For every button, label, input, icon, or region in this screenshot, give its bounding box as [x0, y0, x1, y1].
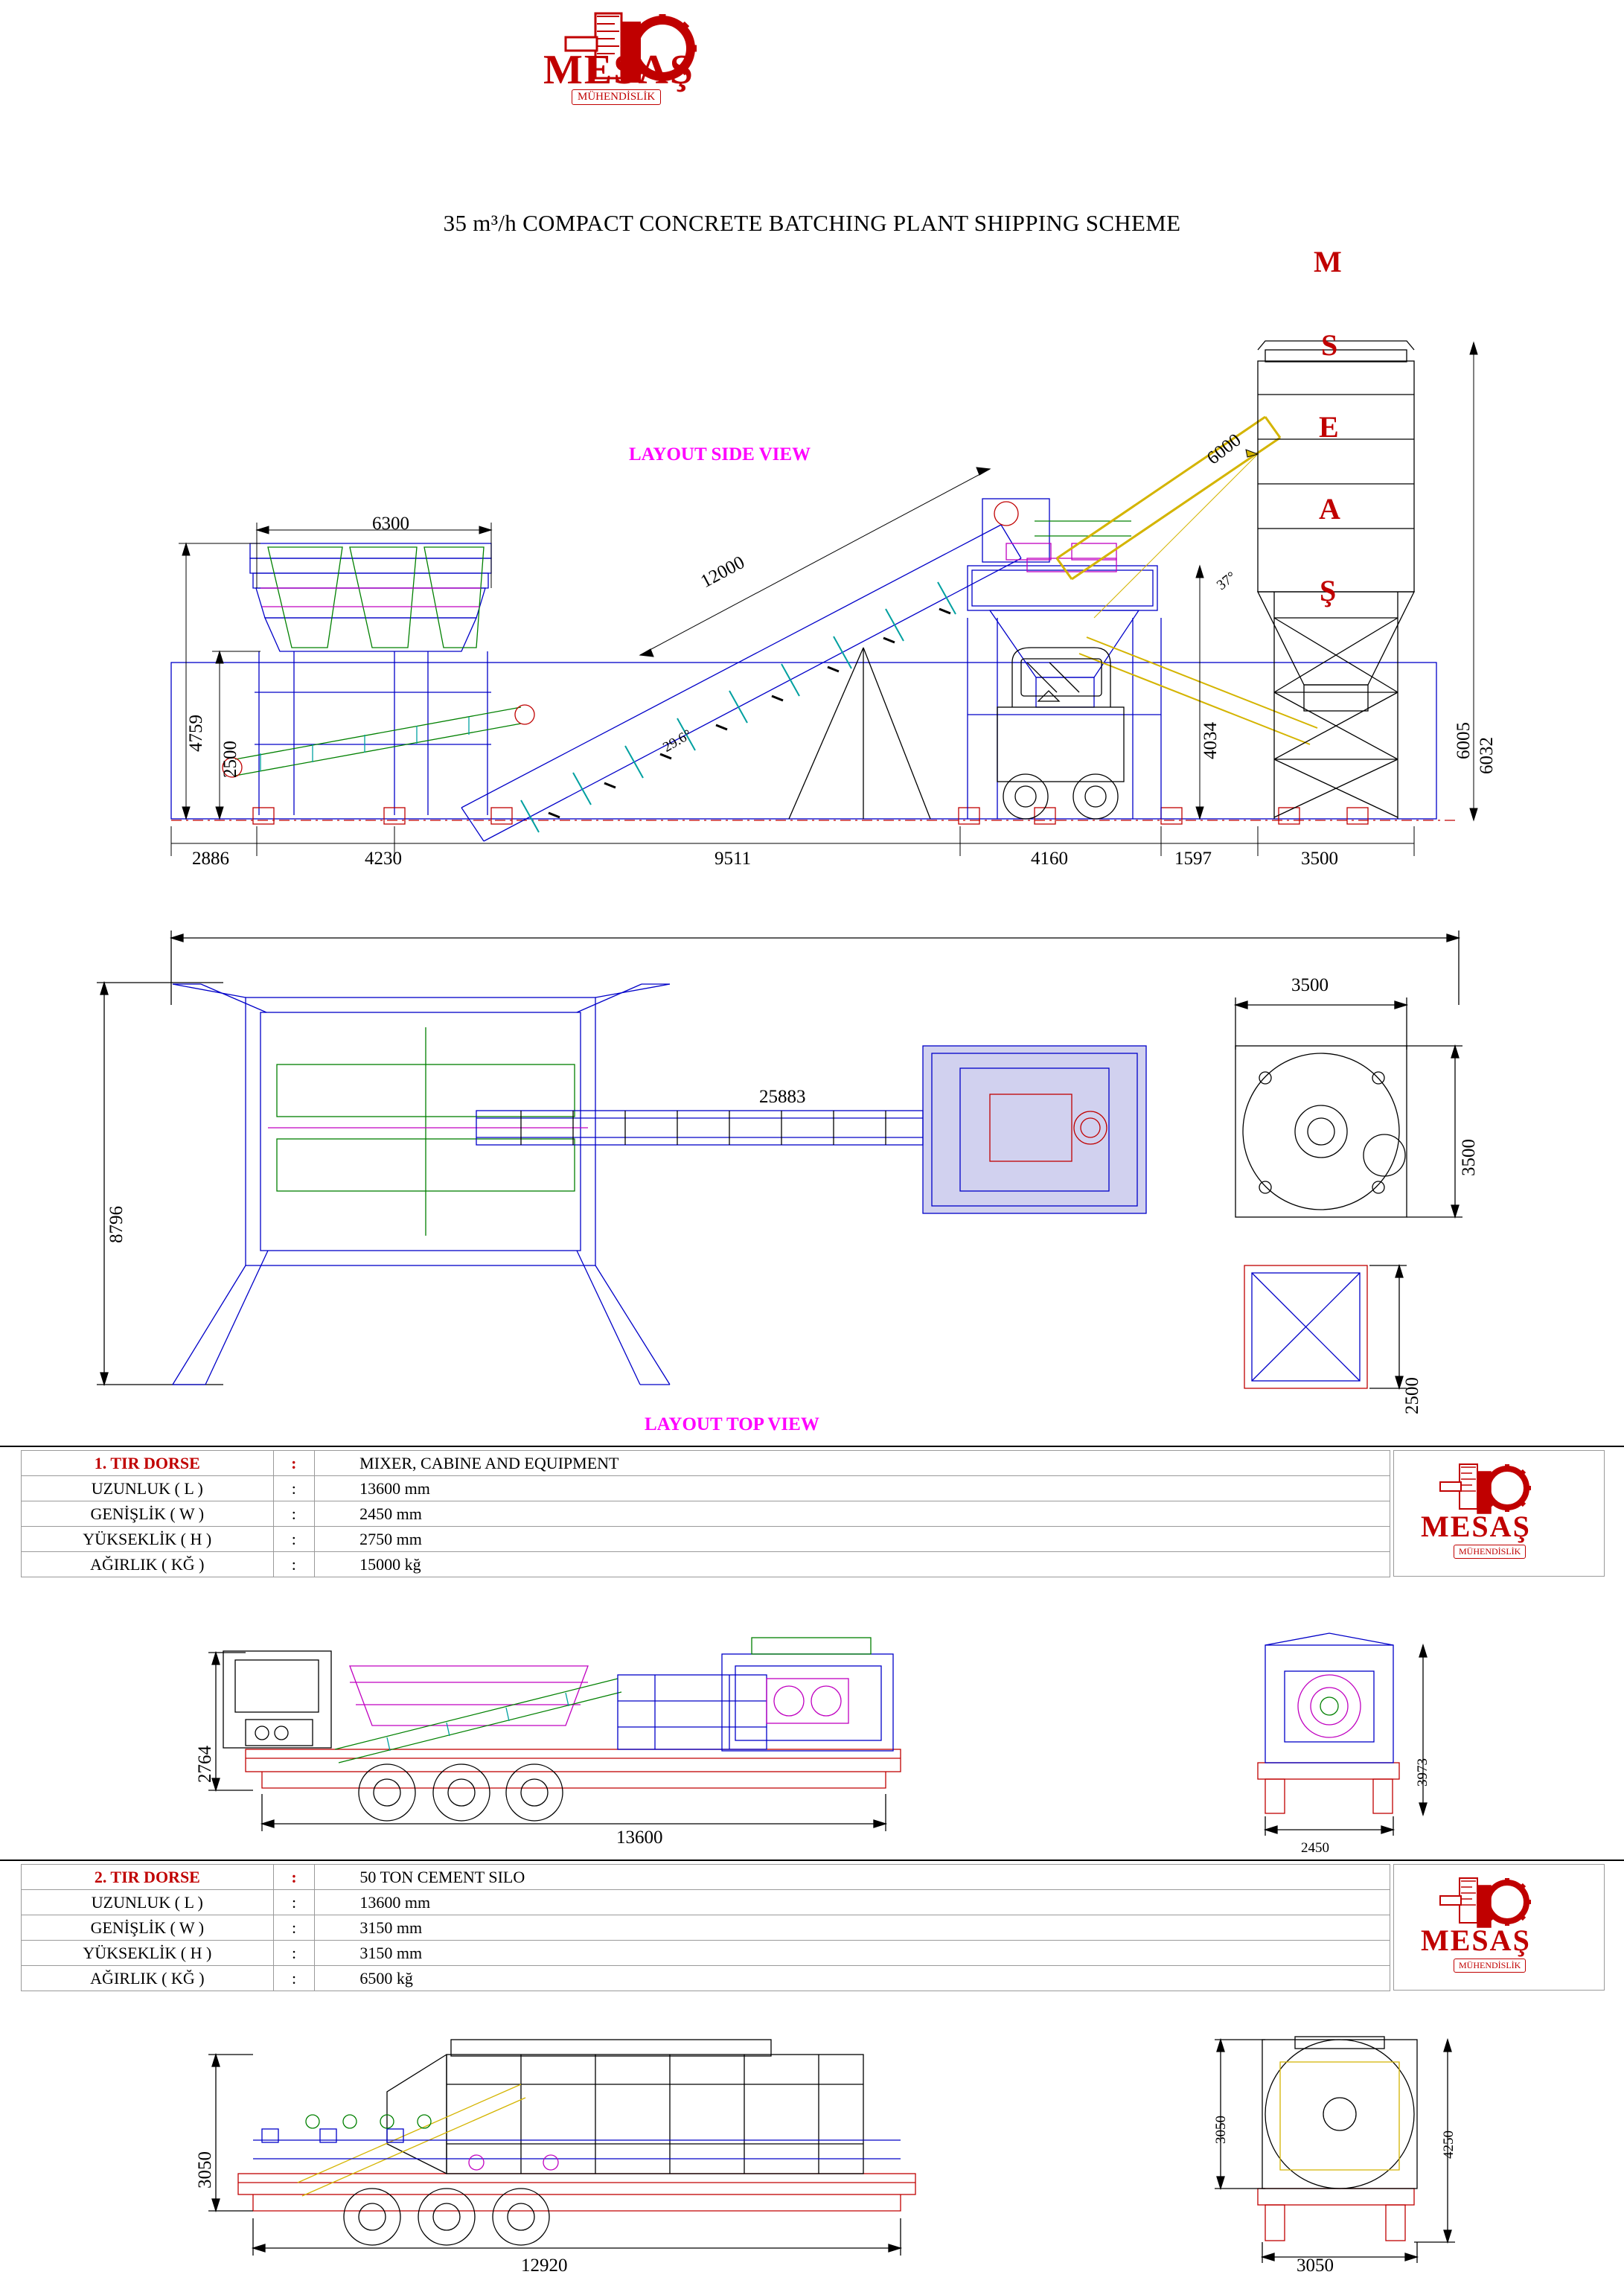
truck2-key-weight: AĞIRLIK ( KĞ )	[22, 1966, 274, 1991]
side-view-label: LAYOUT SIDE VIEW	[629, 444, 811, 465]
silo-letter-0: M	[1314, 245, 1342, 278]
dim-base-6: 3500	[1301, 849, 1338, 869]
logo-wordmark: MESAŞ	[543, 47, 694, 93]
dim-base-4: 4160	[1031, 849, 1068, 869]
dim-silo-width: 3500	[1291, 975, 1329, 995]
divider-1	[0, 1446, 1624, 1447]
logo-wordmark: MESAŞ	[1421, 1510, 1531, 1543]
truck2-title: 2. TIR DORSE	[22, 1865, 274, 1890]
sep: :	[273, 1501, 315, 1527]
truck2-val-height: 3150 mm	[315, 1941, 1390, 1966]
dim-base-3: 9511	[715, 849, 752, 869]
table-row	[22, 1527, 1390, 1552]
truck2-desc: 50 TON CEMENT SILO	[315, 1865, 1390, 1890]
truck1-key-width: GENİŞLİK ( W )	[22, 1501, 274, 1527]
dim-base-1: 2886	[192, 849, 229, 869]
sep: :	[273, 1890, 315, 1915]
dim-screw-length: 6000	[1203, 430, 1245, 469]
truck2-val-width: 3150 mm	[315, 1915, 1390, 1941]
truck2-dim-length: 12920	[521, 2256, 568, 2276]
truck2-dim-height: 3050	[195, 2151, 215, 2189]
table-row	[22, 1890, 1390, 1915]
truck1-dim-length: 13600	[616, 1827, 663, 1848]
truck2-val-weight: 6500 kğ	[315, 1966, 1390, 1991]
truck1-val-height: 2750 mm	[315, 1527, 1390, 1552]
truck1-val-width: 2450 mm	[315, 1501, 1390, 1527]
truck2-key-height: YÜKSEKLİK ( H )	[22, 1941, 274, 1966]
truck1-dim-height: 2764	[195, 1746, 215, 1783]
dim-silo-depth: 3500	[1459, 1139, 1479, 1176]
sep: :	[273, 1966, 315, 1991]
dim-silo-base: 2500	[1402, 1377, 1422, 1414]
truck2-key-width: GENİŞLİK ( W )	[22, 1915, 274, 1941]
table-row	[22, 1451, 1390, 1476]
page-title: 35 m³/h COMPACT CONCRETE BATCHING PLANT SHIPPING SCHEME	[443, 210, 1181, 236]
company-logo	[543, 7, 848, 103]
truck1-drawing	[0, 1600, 1624, 1846]
dim-base-5: 1597	[1174, 849, 1212, 869]
logo-subtext: MÜHENDİSLİK	[572, 89, 661, 105]
divider-2	[0, 1860, 1624, 1861]
table-row	[22, 1966, 1390, 1991]
sep: :	[273, 1865, 315, 1890]
dim-mixer-height: 4034	[1201, 722, 1221, 759]
sep: :	[273, 1527, 315, 1552]
dim-screw-angle: 37°	[1214, 569, 1239, 594]
dim-conveyor-angle: 29.6°	[660, 727, 695, 756]
truck2-spec-table	[21, 1864, 1390, 1991]
truck1-key-weight: AĞIRLIK ( KĞ )	[22, 1552, 274, 1577]
truck1-val-length: 13600 mm	[315, 1476, 1390, 1501]
silo-letter-1: S	[1321, 328, 1338, 362]
truck1-logo-cell	[1393, 1450, 1605, 1577]
dim-bin-width: 6300	[372, 514, 409, 534]
sep: :	[273, 1451, 315, 1476]
table-row	[22, 1915, 1390, 1941]
sep: :	[273, 1476, 315, 1501]
truck2-dim-rear-height: 3050	[1213, 2116, 1229, 2144]
dim-bin-lower-height: 2500	[220, 741, 240, 778]
logo-wordmark: MESAŞ	[1421, 1924, 1531, 1957]
silo-letter-3: A	[1319, 492, 1340, 526]
truck1-dim-rear-height: 3973	[1415, 1758, 1430, 1787]
sep: :	[273, 1552, 315, 1577]
dim-bin-height: 4759	[186, 715, 206, 752]
truck1-key-length: UZUNLUK ( L )	[22, 1476, 274, 1501]
table-row	[22, 1552, 1390, 1577]
table-row	[22, 1476, 1390, 1501]
sep: :	[273, 1941, 315, 1966]
truck1-desc: MIXER, CABINE AND EQUIPMENT	[315, 1451, 1390, 1476]
truck1-title: 1. TIR DORSE	[22, 1451, 274, 1476]
table-row	[22, 1501, 1390, 1527]
top-view-label: LAYOUT TOP VIEW	[645, 1414, 819, 1434]
dim-overall-width: 8796	[106, 1206, 127, 1243]
dim-silo-height: 6005	[1454, 722, 1474, 759]
dim-conveyor-length: 12000	[697, 552, 748, 593]
truck2-drawing	[0, 2010, 1624, 2278]
truck2-dim-rear-width: 3050	[1297, 2256, 1334, 2276]
truck2-dim-rear-total-height: 4250	[1441, 2130, 1457, 2159]
truck1-val-weight: 15000 kğ	[315, 1552, 1390, 1577]
logo-subtext: MÜHENDİSLİK	[1454, 1545, 1526, 1559]
dim-silo-total-height: 6032	[1477, 737, 1497, 774]
truck2-logo-cell	[1393, 1864, 1605, 1991]
silo-letter-4: Ş	[1320, 574, 1337, 607]
dim-overall-length: 25883	[759, 1087, 806, 1107]
table-row	[22, 1941, 1390, 1966]
truck1-key-height: YÜKSEKLİK ( H )	[22, 1527, 274, 1552]
table-row	[22, 1865, 1390, 1890]
truck2-val-length: 13600 mm	[315, 1890, 1390, 1915]
silo-letter-2: E	[1319, 410, 1339, 444]
top-view-drawing	[0, 916, 1624, 1437]
sep: :	[273, 1915, 315, 1941]
truck1-spec-table	[21, 1450, 1390, 1577]
side-view-drawing	[0, 171, 1624, 916]
truck1-dim-rear-width: 2450	[1301, 1840, 1329, 1856]
dim-base-2: 4230	[365, 849, 402, 869]
logo-subtext: MÜHENDİSLİK	[1454, 1959, 1526, 1973]
truck2-key-length: UZUNLUK ( L )	[22, 1890, 274, 1915]
